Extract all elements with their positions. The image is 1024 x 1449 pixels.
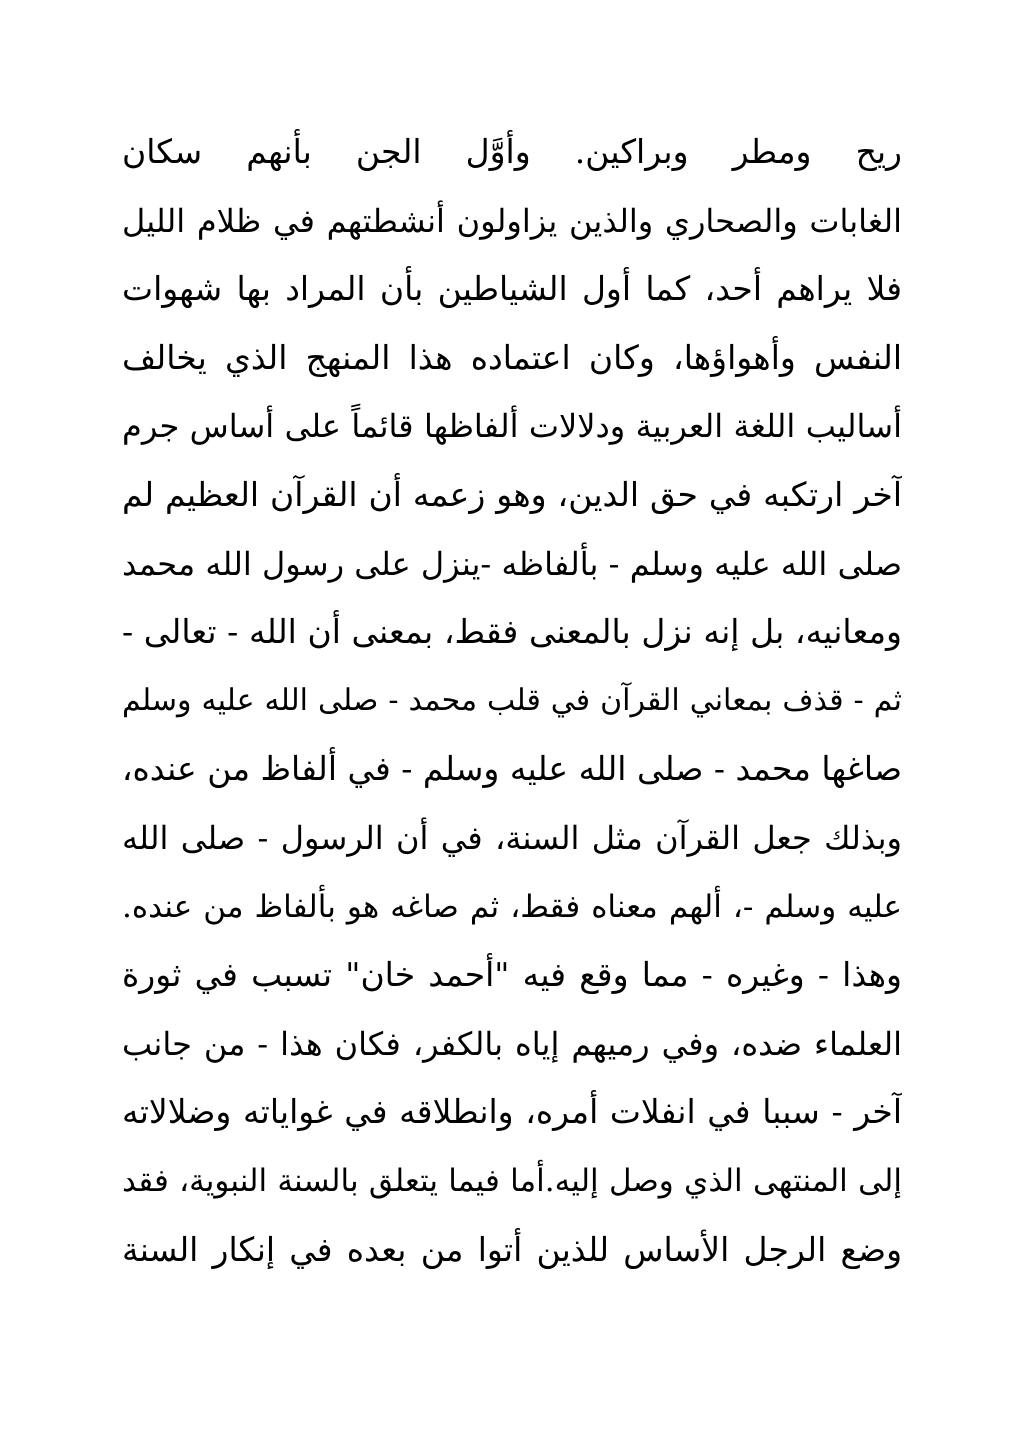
text-line: أساليب اللغة العربية ودلالات ألفاظها قائماً على أساس جرم xyxy=(122,407,902,446)
text-line: النفس وأهواؤها، وكان اعتماده هذا المنهج الذي يخالف xyxy=(122,337,902,377)
text-line: ثم - قذف بمعاني القرآن في قلب محمد - صلى الله عليه وسلم xyxy=(122,682,902,718)
text-line: وبذلك جعل القرآن مثل السنة، في أن الرسول - صلى الله xyxy=(122,818,902,857)
text-line: عليه وسلم -، ألهم معناه فقط، ثم صاغه هو بألفاظ من عنده. xyxy=(122,888,902,925)
text-line: صاغها محمد - صلى الله عليه وسلم - في ألفاظ من عنده، xyxy=(122,749,902,789)
text-line: وضع الرجل الأساس للذين أتوا من بعده في إنكار السنة xyxy=(122,1229,902,1269)
text-line: ريح ومطر وبراكين. وأوَّل الجن بأنهم سكان xyxy=(122,132,902,171)
body-text xyxy=(122,118,902,1284)
text-line: آخر ارتكبه في حق الدين، وهو زعمه أن القرآن العظيم لم xyxy=(122,474,902,514)
text-line: فلا يراهم أحد، كما أول الشياطين بأن المراد بها شهوات xyxy=(122,269,902,309)
text-line: صلى الله عليه وسلم - بألفاظه -ينزل على رسول الله محمد xyxy=(122,544,902,583)
text-line: وهذا - وغيره - مما وقع فيه "أحمد خان" تسبب في ثورة xyxy=(122,955,902,995)
text-line: العلماء ضده، وفي رميهم إياه بالكفر، فكان هذا - من جانب xyxy=(122,1024,902,1063)
text-line: الغابات والصحاري والذين يزاولون أنشطتهم في ظلام الليل xyxy=(122,201,902,240)
text-line: ومعانيه، بل إنه نزل بالمعنى فقط، بمعنى أن الله - تعالى - xyxy=(122,612,902,652)
text-line: إلى المنتهى الذي وصل إليه.أما فيما يتعلق بالسنة النبوية، فقد xyxy=(122,1162,902,1199)
text-line: آخر - سببا في انفلات أمره، وانطلاقه في غواياته وضلالاته xyxy=(122,1092,902,1132)
